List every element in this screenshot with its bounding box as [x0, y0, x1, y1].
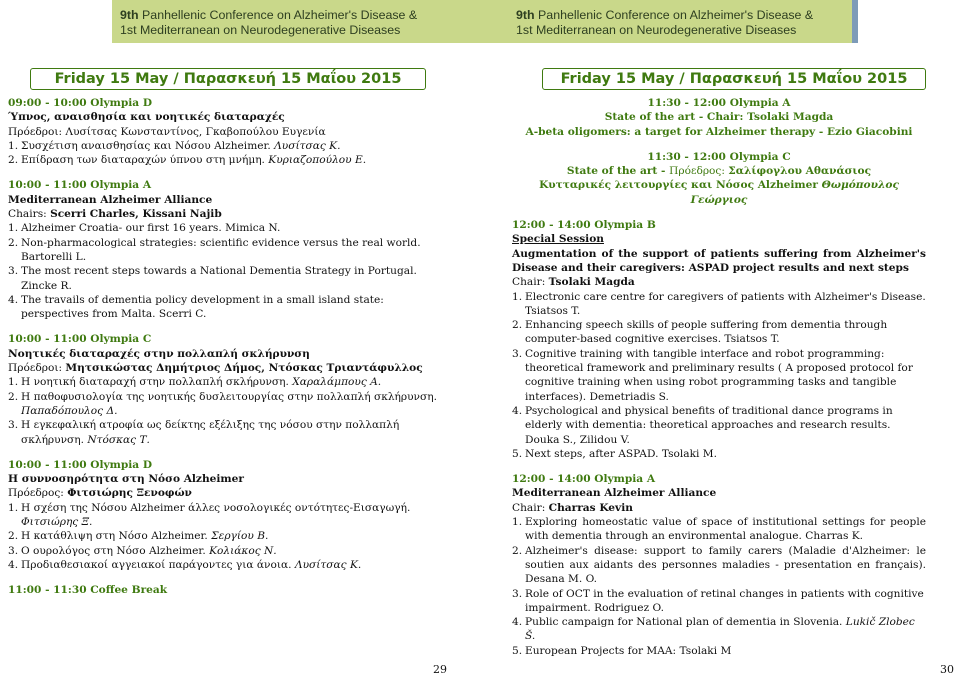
session-title: Mediterranean Alzheimer Alliance	[8, 193, 213, 206]
list-item: 1. Alzheimer Croatia- our first 16 years. Mimica N.	[8, 222, 281, 235]
session-chair-line: State of the art - Πρόεδρος: Σαλίφογλου Αθανάσιος	[566, 165, 872, 178]
list-item: 1. Exploring homeostatic value of space of institutional settings for people with dementia through an environmental analogue. Charras K.	[512, 516, 926, 543]
session-time: 10:00 - 11:00 Olympia D	[8, 458, 153, 471]
list-item: 1. Η σχέση της Νόσου Alzheimer άλλες νοσολογικές οντότητες-Εισαγωγή. Φιτσιώρης Ξ.	[8, 501, 411, 529]
list-item: 2. Επίδραση των διαταραχών ύπνου στη μνήμη. Κυριαζοπούλου Ε.	[8, 154, 367, 167]
session-chairs: Chair: Tsolaki Magda	[512, 276, 635, 289]
list-item: 5. Next steps, after ASPAD. Tsolaki M.	[512, 447, 718, 460]
date-banner: Friday 15 May / Παρασκευή 15 Μαΐου 2015	[30, 68, 426, 90]
session-chairs: Πρόεδροι: Λυσίτσας Κωνσταντίνος, Γκαβοπούλου Ευγενία	[8, 125, 326, 138]
page-number: 30	[940, 663, 954, 676]
session-title: Νοητικές διαταραχές στην πολλαπλή σκλήρυνση	[8, 347, 310, 360]
session-block	[8, 458, 444, 572]
list-item: 2. Non-pharmacological strategies: scientific evidence versus the real world. Bartorelli L.	[8, 236, 421, 263]
list-item: 2. Enhancing speech skills of people suffering from dementia through computer-based cognitive exercises. Tsiatsos T.	[512, 319, 888, 346]
list-item: 3. Cognitive training with tangible interface and robot programming: theoretical framework and preliminary results ( A proposed protocol for cognitive training when using robot programming tasks and tangible interfaces). Demetriadis S.	[512, 347, 913, 403]
list-item: 1. Συσχέτιση αναισθησίας και Νόσου Alzheimer. Λυσίτσας Κ.	[8, 139, 341, 152]
session-time: 10:00 - 11:00 Olympia C	[8, 333, 152, 346]
session-time: 11:30 - 12:00 Olympia C	[647, 150, 791, 163]
list-item: 2. Η παθοφυσιολογία της νοητικής δυσλειτουργίας στην πολλαπλή σκλήρυνση. Παπαδόπουλος Δ.	[8, 390, 437, 417]
session-title: Ύπνος, αναισθησία και νοητικές διαταραχές	[8, 111, 285, 124]
session-chairs: Chair: Charras Kevin	[512, 501, 633, 514]
session-title: Η συννοσηρότητα στη Νόσο Alzheimer	[8, 473, 244, 486]
lecture-title: A-beta oligomers: a target for Alzheimer therapy - Ezio Giacobini	[525, 125, 913, 138]
program-column	[8, 96, 444, 609]
list-item: 3. Η εγκεφαλική ατροφία ως δείκτης εξέλιξης της νόσου στην πολλαπλή σκλήρυνση. Ντόσκας Τ.	[8, 419, 400, 446]
session-time: 09:00 - 10:00 Olympia D	[8, 97, 153, 109]
conference-header	[112, 0, 480, 43]
list-item: 3. Ο ουρολόγος στη Νόσο Alzheimer. Κολιάκος Ν.	[8, 544, 277, 557]
session-block	[512, 150, 926, 207]
list-item: 1. Η νοητική διαταραχή στην πολλαπλή σκλήρυνση. Χαραλάμπους Α.	[8, 376, 382, 389]
list-item: 1. Electronic care centre for caregivers of patients with Alzheimer's Disease. Tsiatsos T.	[512, 290, 926, 317]
conference-header	[480, 0, 858, 43]
session-block	[8, 583, 444, 597]
coffee-break: 11:00 - 11:30 Coffee Break	[8, 584, 168, 597]
list-item: 4. Psychological and physical benefits of traditional dance programs in elderly with dementia: theoretical approaches and research results. Douka S., Zilidou V.	[512, 404, 893, 446]
list-item: 2. Alzheimer's disease: support to family carers (Maladie d'Alzheimer: le soutien aux aidants des personnes maladies - presentation en français). Desana M. O.	[512, 544, 926, 586]
lecture-title: Κυτταρικές λειτουργίες και Νόσος Alzheimer Θωμόπουλος Γεώργιος	[539, 179, 899, 206]
list-item: 4. The travails of dementia policy development in a small island state: perspectives from Malta. Scerri C.	[8, 293, 384, 321]
session-time: 12:00 - 14:00 Olympia A	[512, 473, 656, 486]
list-item: 4. Προδιαθεσιακοί αγγειακοί παράγοντες για άνοια. Λυσίτσας Κ.	[8, 558, 362, 571]
list-item: 3. Role of OCT in the evaluation of retinal changes in patients with cognitive impairment. Rodriguez O.	[512, 587, 924, 614]
list-item: 5. European Projects for MAA: Tsolaki M	[512, 644, 732, 657]
page-30	[480, 0, 960, 677]
session-block	[512, 96, 926, 139]
session-chairs: Πρόεδροι: Μητσικώστας Δημήτριος Δήμος, Ντόσκας Τριαντάφυλλος	[8, 362, 423, 375]
session-block	[512, 218, 926, 461]
special-session-label: Special Session	[512, 233, 604, 246]
session-title: Augmentation of the support of patients suffering from Alzheimer's Disease and their caregivers: ASPAD project results and next steps	[512, 247, 926, 274]
list-item: 2. Η κατάθλιψη στη Νόσο Alzheimer. Σεργίου Β.	[8, 530, 269, 543]
date-banner: Friday 15 May / Παρασκευή 15 Μαΐου 2015	[542, 68, 926, 90]
session-block	[8, 332, 444, 446]
list-item: 3. The most recent steps towards a National Dementia Strategy in Portugal. Zincke R.	[8, 265, 417, 292]
session-block	[512, 472, 926, 658]
session-chair-line: State of the art - Chair: Tsolaki Magda	[604, 111, 834, 124]
session-time: 12:00 - 14:00 Olympia B	[512, 219, 656, 232]
session-chairs: Chairs: Scerri Charles, Kissani Najib	[8, 208, 222, 221]
session-title: Mediterranean Alzheimer Alliance	[512, 487, 717, 500]
header-text: 9th Panhellenic Conference on Alzheimer's Disease & 1st Mediterranean on Neurodegenerative Diseases	[120, 8, 418, 37]
header-text: 9th Panhellenic Conference on Alzheimer's Disease & 1st Mediterranean on Neurodegenerative Diseases	[516, 8, 814, 37]
session-time: 11:30 - 12:00 Olympia A	[647, 97, 791, 109]
program-column	[512, 96, 926, 669]
session-chairs: Πρόεδρος: Φιτσιώρης Ξενοφών	[8, 487, 192, 500]
page-number: 29	[433, 663, 447, 676]
session-time: 10:00 - 11:00 Olympia A	[8, 179, 152, 192]
list-item: 4. Public campaign for National plan of dementia in Slovenia. Lukič Zlobec Š.	[512, 616, 915, 643]
session-block	[8, 178, 444, 321]
session-block	[8, 96, 444, 167]
